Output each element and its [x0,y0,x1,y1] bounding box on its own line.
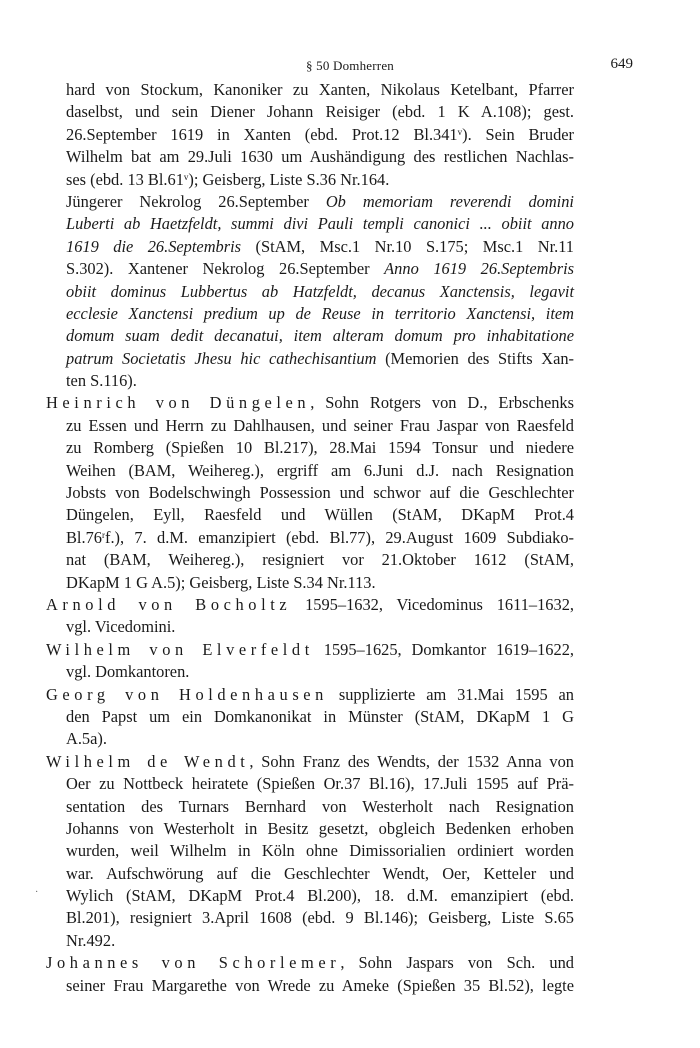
text-line: Luberti ab Haetzfeldt, summi divi Pauli templi canonici ... obiit anno [66,214,574,234]
text-line: hard von Stockum, Kanoniker zu Xanten, Nikolaus Ketelbant, Pfarrer [66,80,574,99]
text-line: Wylich (StAM, DKapM Prot.4 Bl.200), 18. d.M. emanzipiert (ebd. [66,886,574,906]
text-line: seiner Frau Margarethe von Wrede zu Ameke (Spießen 35 Bl.52), legte [66,975,574,995]
text-line: Wilhelm de Wendt, Sohn Franz des Wendts, der 1532 Anna von [46,751,574,771]
text-line: daselbst, und sein Diener Johann Reisiger (ebd. 1 K A.108); gest. [66,102,574,122]
text-line: domum suam dedit decanatui, item alteram domum pro inhabitatione [66,326,574,346]
text-line: Georg von Holdenhausen supplizierte am 31.Mai 1595 an [46,684,574,704]
text-line: Bl.76$^r$f.), 7. d.M. emanzipiert (ebd. Bl.77), 29.August 1609 Subdiako- [66,527,574,547]
text-line: ten S.116). [66,371,137,391]
text-line: Nr.492. [66,930,116,950]
text-line: S.302). Xantener Nekrolog 26.September Anno 1619 26.Septembris [66,259,575,279]
page-body [46,79,574,997]
text-line: Wilhelm von Elverfeldt 1595–1625, Domkantor 1619–1622, [46,639,574,659]
text-line: ses (ebd. 13 Bl.61$^v$); Geisberg, Liste S.36 Nr.164. [66,169,390,189]
entry-name: Heinrich von Düngelen [46,393,311,413]
running-head: § 50 Domherren [306,58,394,73]
text-line: DKapM 1 G A.5); Geisberg, Liste S.34 Nr.113. [66,572,376,592]
text-line: vgl. Vicedomini. [66,617,176,637]
entry-name: Wilhelm von Elverfeldt [46,639,314,659]
text-line: war. Aufschwörung auf die Geschlechter Wendt, Oer, Ketteler und [66,863,574,883]
text-line: A.5a). [66,729,107,749]
text-line: zu Romberg (Spießen 10 Bl.217), 28.Mai 1594 Tonsur und niedere [66,438,574,458]
text-line: zu Essen und Herrn zu Dahlhausen, und seiner Frau Jaspar von Raesfeld [66,415,574,435]
text-line: Bl.201), resigniert 3.April 1608 (ebd. 9 Bl.146); Geisberg, Liste S.65 [66,908,574,928]
entry-name: Arnold von Bocholtz [46,594,292,614]
text-line: Düngelen, Eyll, Raesfeld und Wüllen (StAM, DKapM Prot.4 [66,505,574,525]
text-line: nat (BAM, Weihereg.), resigniert vor 21.Oktober 1612 (StAM, [66,550,574,570]
text-line: den Papst um ein Domkanonikat in Münster (StAM, DKapM 1 G [66,706,574,726]
margin-mark: · [35,887,39,898]
text-line: patrum Societatis Jhesu hic cathechisantium (Memorien des Stifts Xan- [66,348,575,368]
text-line: vgl. Domkantoren. [66,662,190,682]
text-line: Oer zu Nottbeck heiratete (Spießen Or.37 Bl.16), 17.Juli 1595 auf Prä- [66,774,574,794]
text-line: 26.September 1619 in Xanten (ebd. Prot.12 Bl.341$^v$). Sein Bruder [66,124,575,144]
text-line: wurden, weil Wilhelm in Köln ohne Dimissorialien ordiniert worden [66,841,574,861]
text-line: Weihen (BAM, Weihereg.), ergriff am 6.Juni d.J. nach Resignation [66,460,574,480]
text-line: 1619 die 26.Septembris (StAM, Msc.1 Nr.10 S.175; Msc.1 Nr.11 [66,236,575,256]
text-line: obiit dominus Lubbertus ab Hatzfeldt, decanus Xanctensis, legavit [66,281,574,301]
text-line: Arnold von Bocholtz 1595–1632, Vicedominus 1611–1632, [46,594,574,614]
text-line: Heinrich von Düngelen, Sohn Rotgers von D., Erbschenks [46,393,574,413]
text-line: Johannes von Schorlemer, Sohn Jaspars von Sch. und [46,953,574,973]
text-line: Jüngerer Nekrolog 26.September Ob memoriam reverendi domini [66,191,574,211]
entry-name: Johannes von Schorlemer [46,953,341,973]
text-line: Johanns von Westerholt in Besitz gesetzt, obgleich Bedenken erhoben [66,818,574,838]
text-line: Wilhelm bat am 29.Juli 1630 um Aushändigung des restlichen Nachlas- [66,147,574,167]
text-line: ecclesie Xanctensi predium up de Reuse in territorio Xanctensi, item [66,303,574,323]
page-number: 649 [610,56,633,72]
entry-name: Georg von Holdenhausen [46,684,328,704]
text-line: sentation des Turnars Bernhard von Westerholt nach Resignation [66,796,574,816]
text-line: Jobsts von Bodelschwingh Possession und schwor auf die Geschlechter [66,483,574,503]
entry-name: Wilhelm de Wendt [46,751,250,771]
